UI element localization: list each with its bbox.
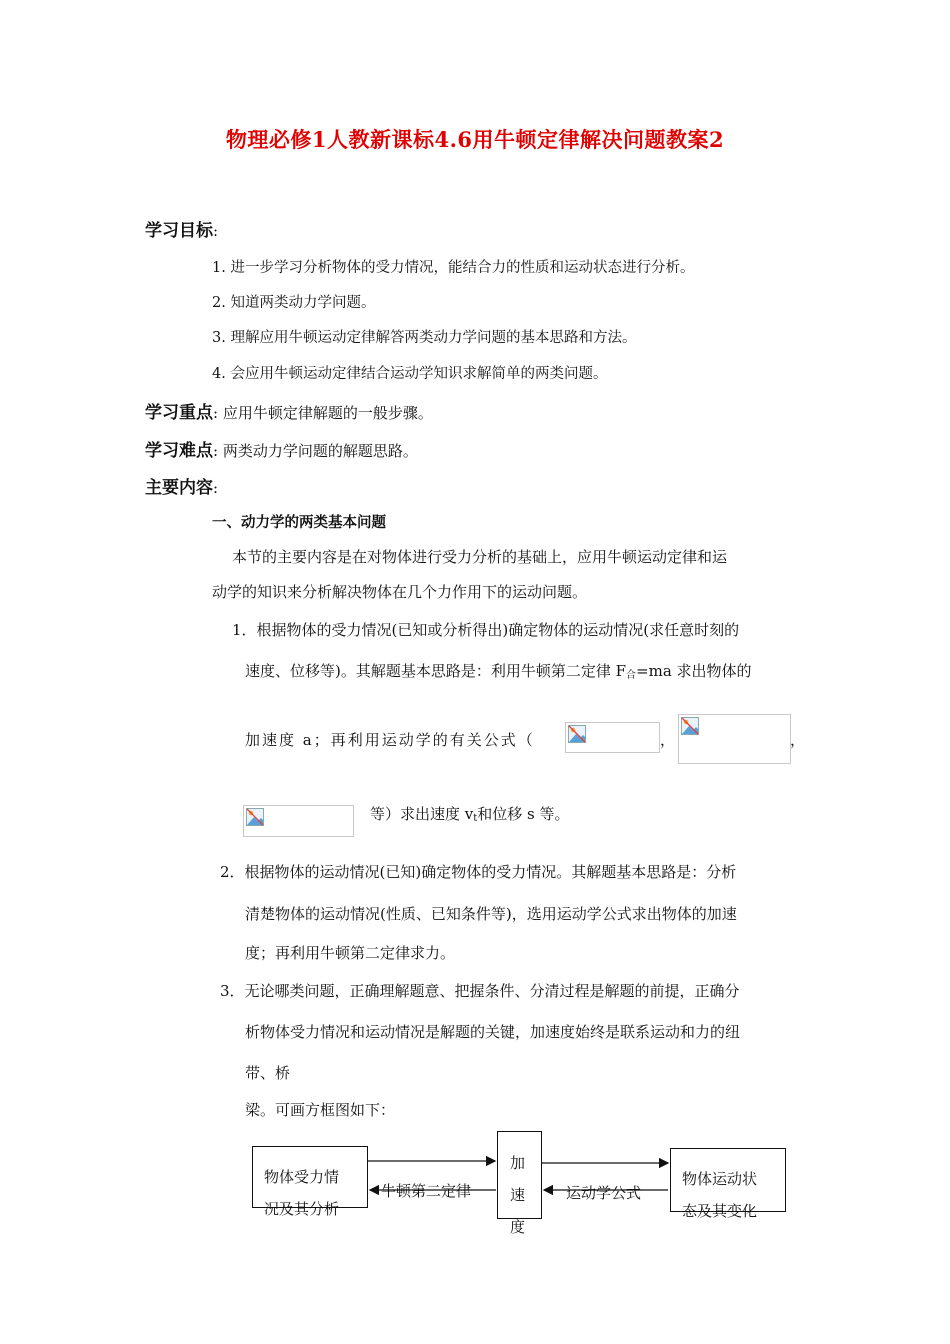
acceleration-char: 速 [510, 1186, 526, 1204]
paragraph-1-line: 1．根据物体的受力情况(已知或分析得出)确定物体的运动情况(求任意时刻的 [232, 621, 740, 639]
content-heading: 主要内容: [145, 478, 219, 498]
newton-second-law-label: 牛顿第二定律 [381, 1182, 472, 1200]
paragraph-2-line: 2．根据物体的运动情况(已知)确定物体的受力情况。其解题基本思路是：分析 [220, 863, 737, 881]
paragraph-2-line: 清楚物体的运动情况(性质、已知条件等)，选用运动学公式求出物体的加速 [245, 905, 737, 923]
objectives-heading: 学习目标: [145, 221, 219, 241]
intro-line: 本节的主要内容是在对物体进行受力分析的基础上，应用牛顿运动定律和运 [232, 548, 728, 566]
paragraph-1-line: 加速度 a；再利用运动学的有关公式（ [245, 731, 535, 749]
comma: ， [660, 731, 676, 749]
paragraph-2-line: 度；再利用牛顿第二定律求力。 [245, 944, 456, 962]
paragraph-1-line: 等）求出速度 $v_t$和位移 s 等。 [370, 805, 570, 824]
objective-item: 3. 理解应用牛顿运动定律解答两类动力学问题的基本思路和方法。 [212, 330, 637, 346]
force-analysis-line: 物体受力情 [264, 1168, 340, 1186]
motion-state-line: 物体运动状 [682, 1170, 758, 1188]
intro-line: 动学的知识来分析解决物体在几个力作用下的运动问题。 [212, 583, 588, 601]
objective-item: 1. 进一步学习分析物体的受力情况，能结合力的性质和运动状态进行分析。 [212, 260, 695, 276]
key-point: 学习重点: 应用牛顿定律解题的一般步骤。 [145, 403, 433, 423]
paragraph-3-line: 3．无论哪类问题，正确理解题意、把握条件、分清过程是解题的前提，正确分 [220, 982, 740, 1000]
kinematics-formula-label: 运动学公式 [566, 1184, 642, 1202]
acceleration-char: 加 [510, 1154, 526, 1172]
section-title: 一、动力学的两类基本问题 [212, 514, 386, 531]
paragraph-3-line: 带、桥 [245, 1064, 291, 1082]
objective-item: 2. 知道两类动力学问题。 [212, 295, 376, 311]
page-title: 物理必修1人教新课标4.6用牛顿定律解决问题教案2 [225, 127, 725, 152]
comma: ， [790, 731, 806, 749]
motion-state-line: 态及其变化 [682, 1202, 758, 1220]
force-analysis-line: 况及其分析 [264, 1200, 340, 1218]
paragraph-1-line: 速度、位移等)。其解题基本思路是：利用牛顿第二定律 $F_合=ma$ 求出物体的 [245, 662, 752, 681]
paragraph-3-line: 析物体受力情况和运动情况是解题的关键，加速度始终是联系运动和力的纽 [245, 1023, 741, 1041]
acceleration-char: 度 [510, 1218, 526, 1236]
difficulty: 学习难点: 两类动力学问题的解题思路。 [145, 441, 418, 461]
paragraph-3-line: 梁。可画方框图如下： [245, 1101, 396, 1119]
objective-item: 4. 会应用牛顿运动定律结合运动学知识求解简单的两类问题。 [212, 366, 608, 382]
